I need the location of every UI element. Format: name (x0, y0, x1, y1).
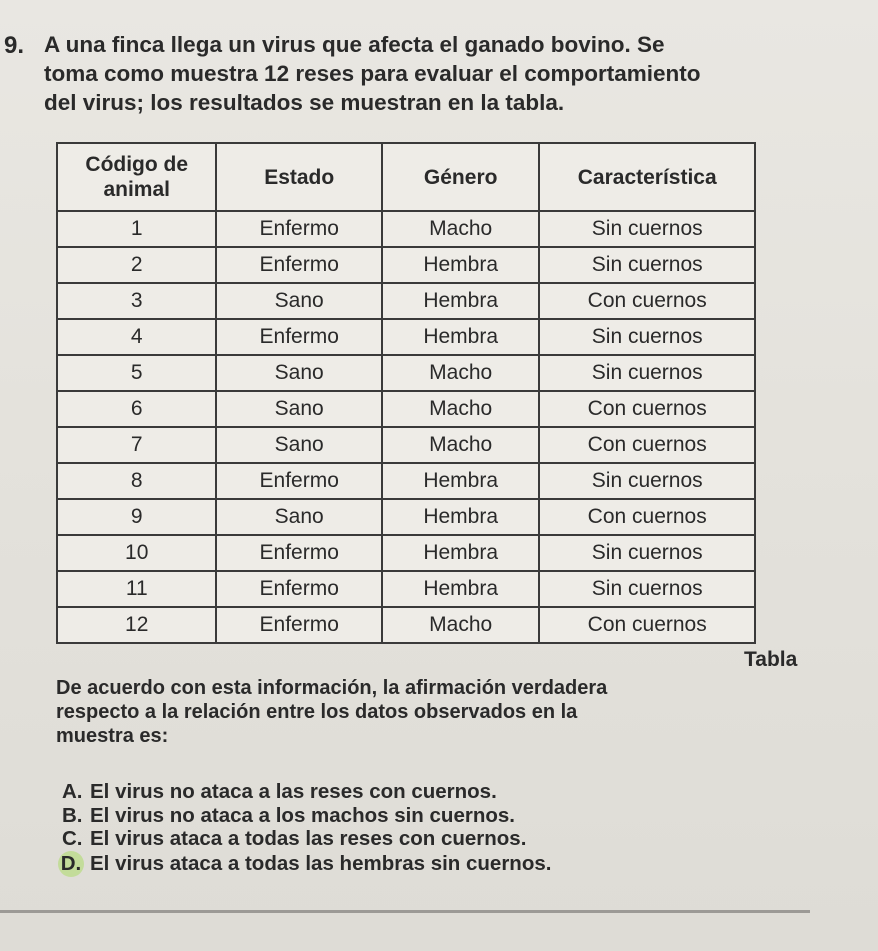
cell-caracteristica: Sin cuernos (539, 319, 755, 355)
header-genero: Género (382, 143, 540, 211)
cell-genero: Macho (382, 427, 540, 463)
cell-genero: Macho (382, 355, 540, 391)
cell-estado: Enfermo (216, 463, 381, 499)
cell-codigo: 7 (57, 427, 216, 463)
cell-estado: Enfermo (216, 607, 381, 643)
cell-codigo: 9 (57, 499, 216, 535)
table-row (57, 391, 755, 427)
cell-estado: Enfermo (216, 319, 381, 355)
table-row (57, 499, 755, 535)
table-body (57, 211, 755, 643)
statement-line: De acuerdo con esta información, la afirmación verdadera (56, 677, 608, 699)
cell-estado: Sano (216, 355, 381, 391)
cell-codigo: 10 (57, 535, 216, 571)
cell-caracteristica: Sin cuernos (539, 535, 755, 571)
cell-codigo: 5 (57, 355, 216, 391)
table-header-row (57, 143, 755, 211)
question-line: toma como muestra 12 reses para evaluar el comportamiento (44, 61, 701, 86)
cell-caracteristica: Sin cuernos (539, 463, 755, 499)
header-codigo: Código de animal (57, 143, 216, 211)
header-caracteristica: Característica (539, 143, 755, 211)
cell-estado: Sano (216, 283, 381, 319)
cell-caracteristica: Sin cuernos (539, 571, 755, 607)
cell-genero: Hembra (382, 535, 540, 571)
table-row (57, 247, 755, 283)
cell-genero: Hembra (382, 319, 540, 355)
option-letter: B. (62, 803, 83, 827)
cell-codigo: 3 (57, 283, 216, 319)
table-row (57, 211, 755, 247)
option-letter: C. (62, 827, 83, 850)
cell-codigo: 1 (57, 211, 216, 247)
question-line: A una finca llega un virus que afecta el ganado bovino. Se (44, 32, 665, 57)
cell-caracteristica: Con cuernos (539, 391, 755, 427)
table-row (57, 571, 755, 607)
option-c[interactable] (62, 827, 551, 851)
cell-codigo: 6 (57, 391, 216, 427)
table-row (57, 535, 755, 571)
cell-codigo: 8 (57, 463, 216, 499)
question-number: 9. (4, 32, 25, 59)
cell-genero: Hembra (382, 283, 540, 319)
statement-line: muestra es: (56, 725, 169, 747)
cell-caracteristica: Con cuernos (539, 607, 755, 643)
table-row (57, 607, 755, 643)
cell-estado: Sano (216, 427, 381, 463)
cell-caracteristica: Con cuernos (539, 283, 755, 319)
table-row (57, 463, 755, 499)
table-row (57, 283, 755, 319)
option-text: El virus ataca a todas las reses con cuernos. (90, 827, 527, 850)
option-text: El virus ataca a todas las hembras sin cuernos. (90, 851, 552, 875)
table-row (57, 355, 755, 391)
cell-genero: Macho (382, 607, 540, 643)
cell-genero: Hembra (382, 499, 540, 535)
cell-genero: Hembra (382, 247, 540, 283)
cell-genero: Hembra (382, 571, 540, 607)
answer-options (62, 780, 551, 877)
option-letter: A. (62, 780, 83, 803)
cell-caracteristica: Sin cuernos (539, 247, 755, 283)
option-text: El virus no ataca a los machos sin cuernos. (90, 803, 515, 827)
question-text (44, 30, 874, 117)
cell-genero: Hembra (382, 463, 540, 499)
option-d[interactable] (62, 851, 551, 877)
cell-caracteristica: Sin cuernos (539, 211, 755, 247)
cell-estado: Sano (216, 391, 381, 427)
table-row (57, 427, 755, 463)
cell-codigo: 11 (57, 571, 216, 607)
table-caption: Tabla (744, 648, 798, 671)
statement-line: respecto a la relación entre los datos observados en la (56, 701, 578, 723)
option-a[interactable] (62, 780, 551, 804)
cell-genero: Macho (382, 211, 540, 247)
cell-codigo: 4 (57, 319, 216, 355)
cell-estado: Enfermo (216, 571, 381, 607)
statement-text (56, 676, 826, 748)
table-row (57, 319, 755, 355)
cell-caracteristica: Sin cuernos (539, 355, 755, 391)
cell-genero: Macho (382, 391, 540, 427)
cell-estado: Enfermo (216, 247, 381, 283)
cell-estado: Sano (216, 499, 381, 535)
cell-estado: Enfermo (216, 535, 381, 571)
cell-estado: Enfermo (216, 211, 381, 247)
data-table (56, 142, 756, 644)
option-b[interactable] (62, 804, 551, 828)
option-text: El virus no ataca a las reses con cuernos. (90, 780, 497, 803)
divider-line (0, 910, 810, 913)
cell-codigo: 2 (57, 247, 216, 283)
header-estado: Estado (216, 143, 381, 211)
cell-codigo: 12 (57, 607, 216, 643)
cell-caracteristica: Con cuernos (539, 499, 755, 535)
question-line: del virus; los resultados se muestran en la tabla. (44, 90, 565, 115)
option-letter-highlighted: D. (58, 851, 84, 877)
cell-caracteristica: Con cuernos (539, 427, 755, 463)
